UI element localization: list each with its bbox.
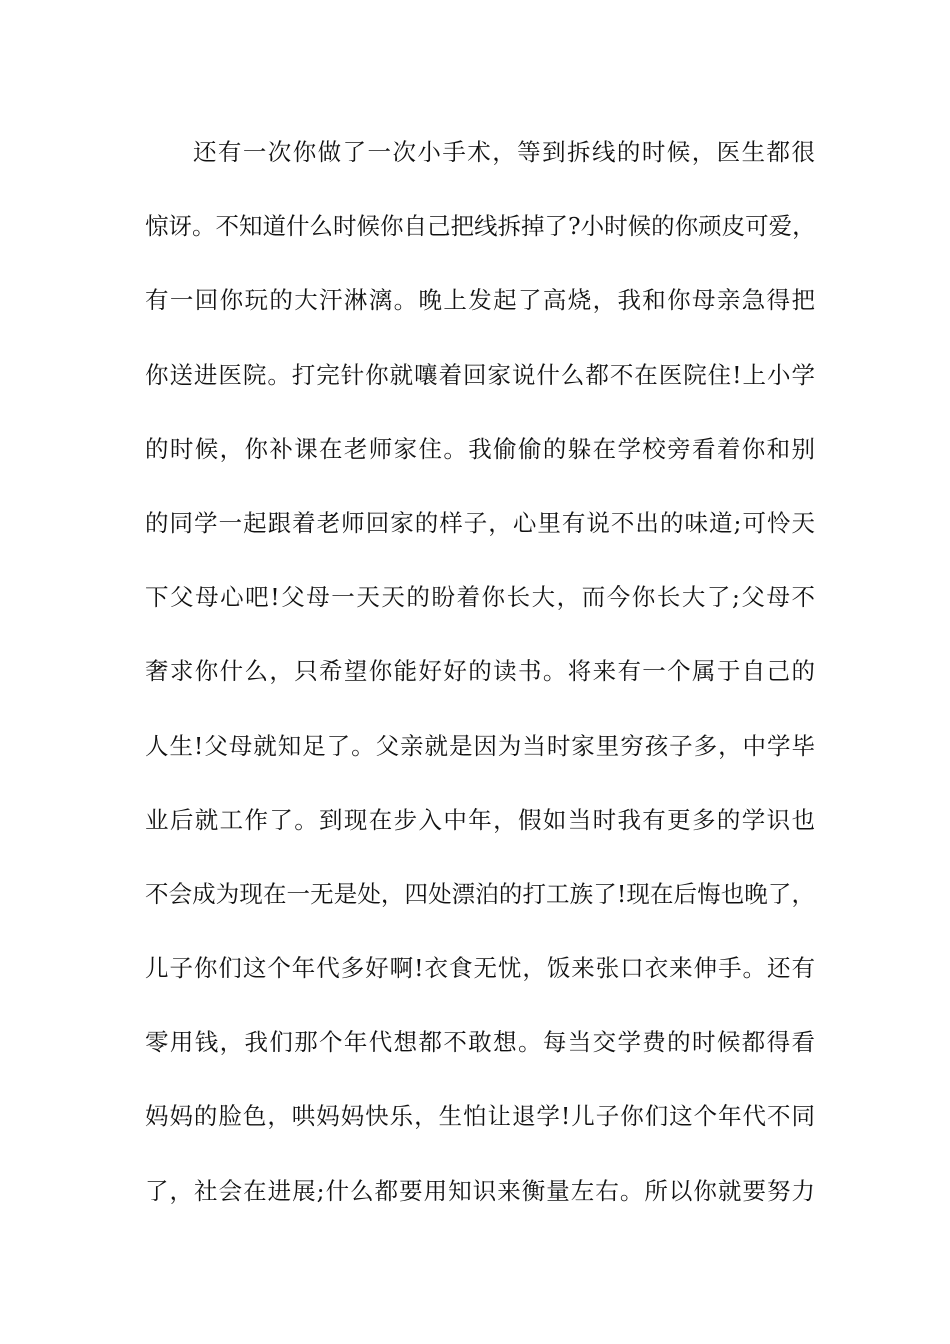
text-line: 的同学一起跟着老师回家的样子，心里有说不出的味道;可怜天 bbox=[145, 508, 815, 537]
text-line: 不会成为现在一无是处，四处漂泊的打工族了!现在后悔也晚了， bbox=[145, 879, 815, 908]
body-paragraph bbox=[145, 128, 815, 1241]
text-line: 你送进医院。打完针你就嚷着回家说什么都不在医院住!上小学 bbox=[145, 360, 815, 389]
text-line: 惊讶。不知道什么时候你自己把线拆掉了?小时候的你顽皮可爱， bbox=[145, 212, 816, 241]
text-line: 儿子你们这个年代多好啊!衣食无忧，饭来张口衣来伸手。还有 bbox=[145, 954, 815, 983]
text-line: 奢求你什么，只希望你能好好的读书。将来有一个属于自己的 bbox=[145, 657, 815, 686]
text-line: 业后就工作了。到现在步入中年，假如当时我有更多的学识也 bbox=[145, 805, 815, 834]
text-line: 了，社会在进展;什么都要用知识来衡量左右。所以你就要努力 bbox=[145, 1176, 815, 1205]
text-line: 还有一次你做了一次小手术，等到拆线的时候，医生都很 bbox=[193, 138, 815, 166]
text-line: 下父母心吧!父母一天天的盼着你长大，而今你长大了;父母不 bbox=[145, 583, 815, 612]
text-line: 有一回你玩的大汗淋漓。晚上发起了高烧，我和你母亲急得把 bbox=[145, 286, 815, 315]
text-line: 零用钱，我们那个年代想都不敢想。每当交学费的时候都得看 bbox=[145, 1028, 815, 1057]
text-line: 人生!父母就知足了。父亲就是因为当时家里穷孩子多，中学毕 bbox=[145, 731, 815, 760]
text-line: 妈妈的脸色，哄妈妈快乐，生怕让退学!儿子你们这个年代不同 bbox=[145, 1102, 815, 1131]
text-line: 的时候，你补课在老师家住。我偷偷的躲在学校旁看着你和别 bbox=[145, 434, 815, 463]
